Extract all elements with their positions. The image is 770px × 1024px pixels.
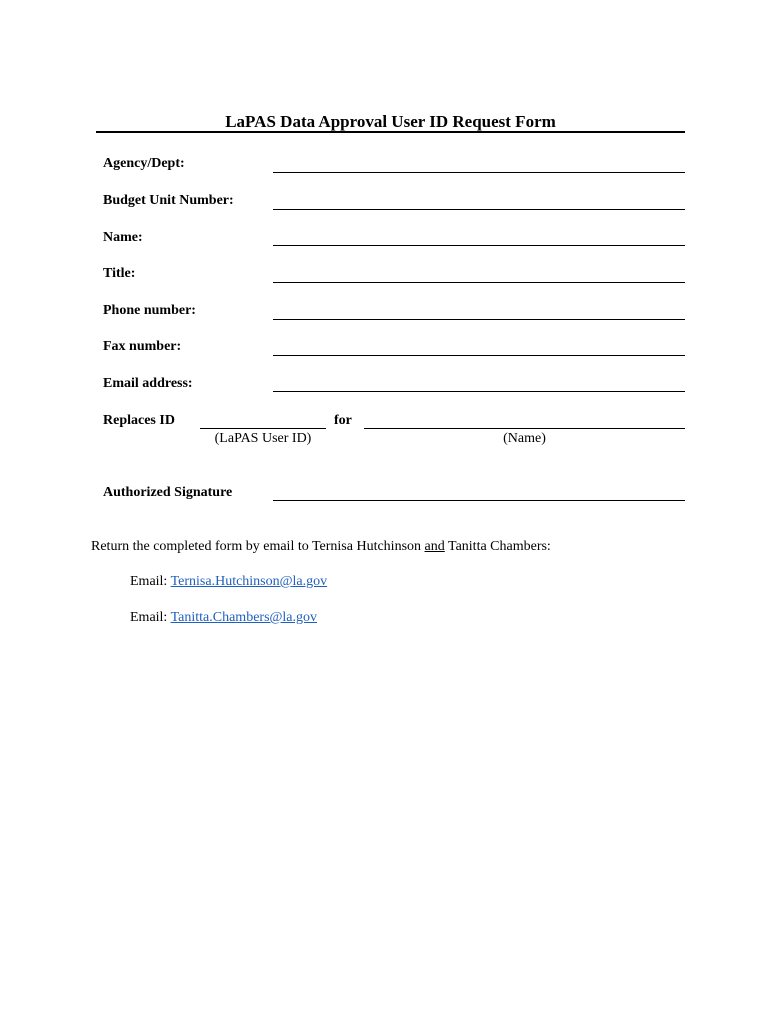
replaces-name-field[interactable] xyxy=(364,428,685,429)
fax-field[interactable] xyxy=(273,355,685,356)
title-label: Title: xyxy=(103,266,136,281)
instructions-part2: Tanitta Chambers: xyxy=(444,539,551,554)
phone-label: Phone number: xyxy=(103,303,196,318)
title-divider xyxy=(96,131,685,133)
name-field[interactable] xyxy=(273,245,685,246)
agency-field[interactable] xyxy=(273,172,685,173)
contact-email-row xyxy=(130,574,327,590)
email-prefix: Email: xyxy=(130,574,171,589)
phone-field[interactable] xyxy=(273,319,685,320)
instructions-part1: Return the completed form by email to Ternisa Hutchinson xyxy=(91,539,425,554)
replaces-id-label: Replaces ID xyxy=(103,413,175,428)
email-label: Email address: xyxy=(103,376,193,391)
name-label: Name: xyxy=(103,230,143,245)
page-title: LaPAS Data Approval User ID Request Form xyxy=(225,112,556,131)
agency-label: Agency/Dept: xyxy=(103,156,185,171)
email-link-hutchinson[interactable]: Ternisa.Hutchinson@la.gov xyxy=(170,574,328,589)
contact-email-row xyxy=(130,610,317,626)
for-label: for xyxy=(334,413,352,428)
fax-label: Fax number: xyxy=(103,339,182,354)
email-prefix: Email: xyxy=(130,610,171,625)
signature-field[interactable] xyxy=(273,500,685,501)
instructions-and: and xyxy=(424,539,445,554)
name-caption: (Name) xyxy=(503,431,546,446)
user-id-caption: (LaPAS User ID) xyxy=(214,431,312,446)
budget-unit-label: Budget Unit Number: xyxy=(103,193,234,208)
signature-label: Authorized Signature xyxy=(103,485,233,500)
budget-unit-field[interactable] xyxy=(273,209,685,210)
replaces-id-field[interactable] xyxy=(200,428,326,429)
email-field[interactable] xyxy=(273,391,685,392)
title-field[interactable] xyxy=(273,282,685,283)
email-link-chambers[interactable]: Tanitta.Chambers@la.gov xyxy=(170,610,318,625)
return-instructions xyxy=(91,539,551,555)
